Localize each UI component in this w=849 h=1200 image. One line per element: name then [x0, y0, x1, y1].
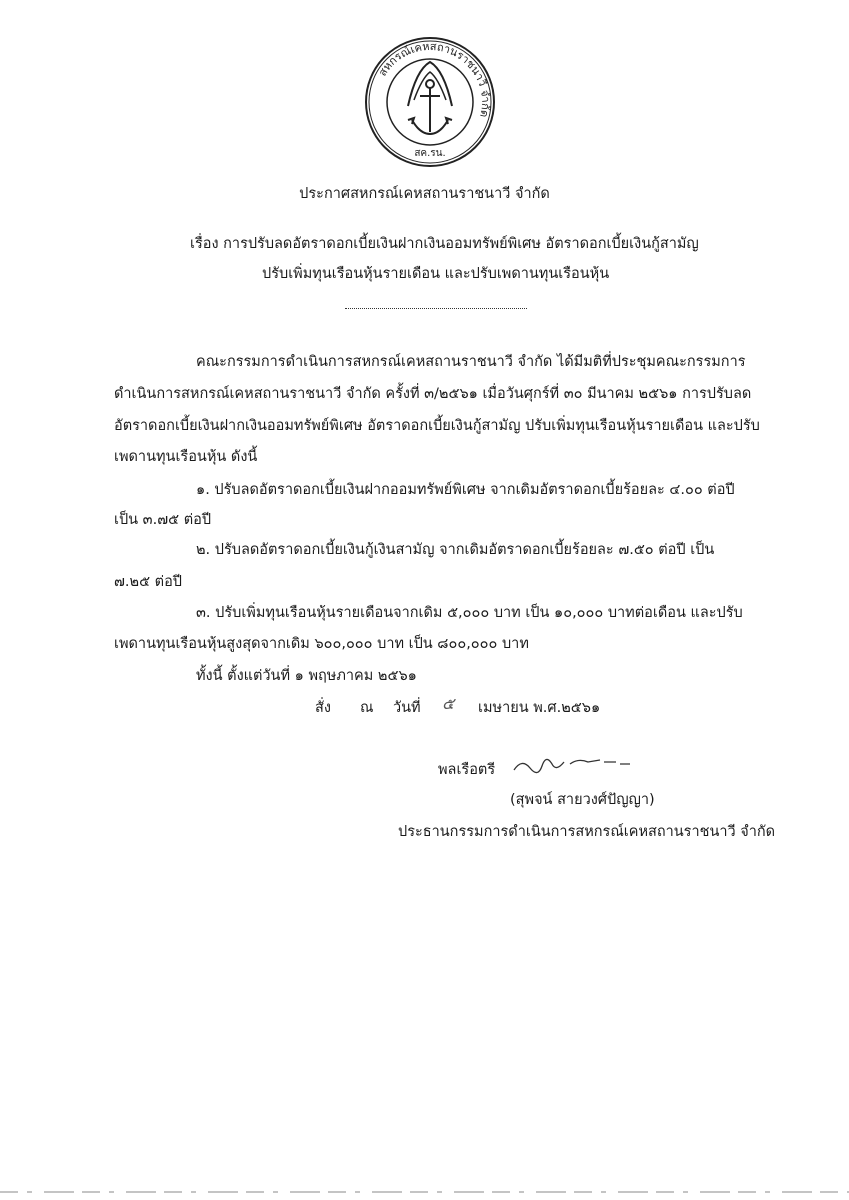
signatory-rank: พลเรือตรี: [438, 762, 496, 778]
item-1-line-2: เป็น ๓.๗๕ ต่อปี: [114, 512, 212, 528]
intro-line-4: เพดานทุนเรือนหุ้น ดังนี้: [114, 449, 258, 465]
item-2-line-1: ๒. ปรับลดอัตราดอกเบี้ยเงินกู้เงินสามัญ จากเดิมอัตราดอกเบี้ยร้อยละ ๗.๕๐ ต่อปี เป็น: [196, 542, 715, 558]
effective-date: ทั้งนี้ ตั้งแต่วันที่ ๑ พฤษภาคม ๒๕๖๑: [196, 668, 417, 684]
signatory-position: ประธานกรรมการดำเนินการสหกรณ์เคหสถานราชนาวี จำกัด: [398, 824, 776, 840]
item-2-line-2: ๗.๒๕ ต่อปี: [114, 574, 182, 590]
intro-line-3: อัตราดอกเบี้ยเงินฝากเงินออมทรัพย์พิเศษ อัตราดอกเบี้ยเงินกู้สามัญ ปรับเพิ่มทุนเรือนหุ้นรายเดือน และปรับ: [114, 418, 760, 434]
seal-ring-text: สหกรณ์เคหสถานราชนาวี จำกัด: [375, 39, 493, 119]
cooperative-seal-emblem: [364, 36, 496, 168]
at-label: ณ: [360, 700, 374, 716]
handwritten-day: ๕: [442, 694, 455, 713]
item-1-line-1: ๑. ปรับลดอัตราดอกเบี้ยเงินฝากออมทรัพย์พิเศษ จากเดิมอัตราดอกเบี้ยร้อยละ ๔.๐๐ ต่อปี: [196, 482, 735, 498]
given-label: สั่ง: [315, 700, 331, 716]
anchor-icon: [408, 62, 452, 134]
scan-artifact-line: [0, 1190, 849, 1194]
month-year: เมษายน พ.ศ.๒๕๖๑: [478, 700, 601, 716]
signatory-name: (สุพจน์ สายวงศ์ปัญญา): [510, 792, 655, 808]
subject-line-1: เรื่อง การปรับลดอัตราดอกเบี้ยเงินฝากเงินออมทรัพย์พิเศษ อัตราดอกเบี้ยเงินกู้สามัญ: [190, 236, 699, 252]
item-3-line-1: ๓. ปรับเพิ่มทุนเรือนหุ้นรายเดือนจากเดิม ๕,๐๐๐ บาท เป็น ๑๐,๐๐๐ บาทต่อเดือน และปรับ: [196, 605, 743, 621]
item-3-line-2: เพดานทุนเรือนหุ้นสูงสุดจากเดิม ๖๐๐,๐๐๐ บาท เป็น ๘๐๐,๐๐๐ บาท: [114, 636, 529, 652]
intro-line-1: คณะกรรมการดำเนินการสหกรณ์เคหสถานราชนาวี จำกัด ได้มีมติที่ประชุมคณะกรรมการ: [196, 354, 746, 370]
handwritten-signature: [512, 748, 632, 778]
intro-line-2: ดำเนินการสหกรณ์เคหสถานราชนาวี จำกัด ครั้งที่ ๓/๒๕๖๑ เมื่อวันศุกร์ที่ ๓๐ มีนาคม ๒๕๖๑ การปรับลด: [114, 386, 752, 402]
document-title: ประกาศสหกรณ์เคหสถานราชนาวี จำกัด: [299, 186, 550, 202]
date-label: วันที่: [393, 700, 421, 716]
divider-dotted: [345, 308, 527, 309]
subject-line-2: ปรับเพิ่มทุนเรือนหุ้นรายเดือน และปรับเพดานทุนเรือนหุ้น: [262, 266, 610, 282]
seal-bottom-text: สค.รน.: [414, 148, 446, 159]
